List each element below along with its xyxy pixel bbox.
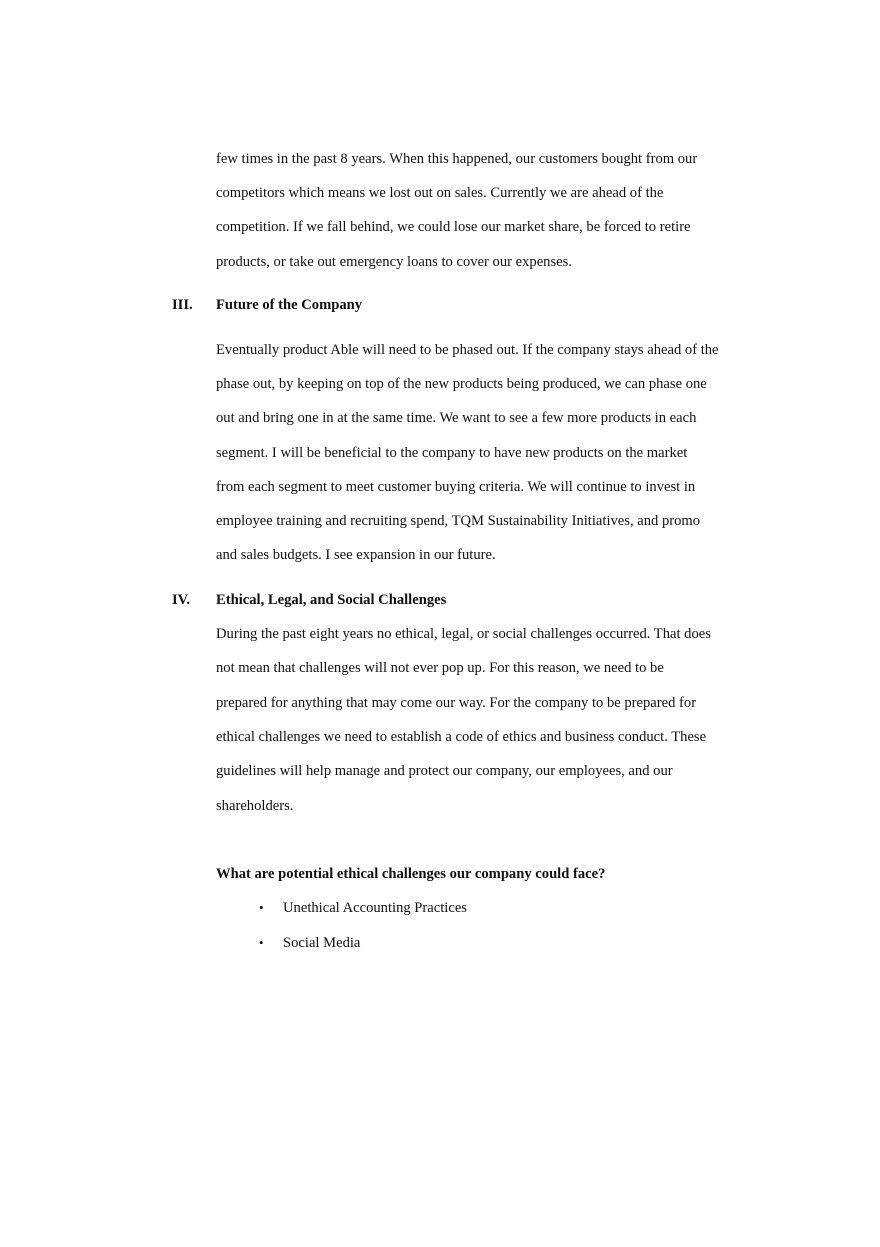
paragraph-line: from each segment to meet customer buying criteria. We will continue to invest in: [216, 479, 696, 495]
paragraph-line: few times in the past 8 years. When this happened, our customers bought from our: [216, 151, 698, 167]
list-item: [259, 934, 360, 952]
question-heading: What are potential ethical challenges our company could face?: [216, 866, 606, 882]
paragraph-line: phase out, by keeping on top of the new products being produced, we can phase one: [216, 376, 707, 392]
paragraph-line: employee training and recruiting spend, TQM Sustainability Initiatives, and promo: [216, 513, 701, 529]
paragraph-line: products, or take out emergency loans to cover our expenses.: [216, 254, 572, 270]
paragraph-line: out and bring one in at the same time. We want to see a few more products in each: [216, 410, 697, 426]
paragraph-line: prepared for anything that may come our way. For the company to be prepared for: [216, 695, 697, 711]
section-title: Ethical, Legal, and Social Challenges: [216, 592, 447, 608]
paragraph-line: competition. If we fall behind, we could lose our market share, be forced to retire: [216, 219, 691, 235]
paragraph-line: Eventually product Able will need to be phased out. If the company stays ahead of the: [216, 342, 719, 358]
paragraph-line: and sales budgets. I see expansion in our future.: [216, 547, 496, 563]
paragraph-line: During the past eight years no ethical, legal, or social challenges occurred. That does: [216, 626, 711, 642]
paragraph-line: competitors which means we lost out on sales. Currently we are ahead of the: [216, 185, 664, 201]
paragraph-line: shareholders.: [216, 798, 294, 814]
section-title: Future of the Company: [216, 297, 363, 313]
bullet-icon: •: [259, 900, 264, 915]
section-number: IV.: [172, 592, 190, 608]
list-item-text: Unethical Accounting Practices: [283, 900, 467, 916]
paragraph-line: guidelines will help manage and protect our company, our employees, and our: [216, 763, 673, 779]
list-item-text: Social Media: [283, 935, 361, 951]
list-item: [259, 899, 467, 917]
paragraph-line: ethical challenges we need to establish a code of ethics and business conduct. These: [216, 729, 707, 745]
paragraph-line: segment. I will be beneficial to the company to have new products on the market: [216, 445, 688, 461]
bullet-icon: •: [259, 935, 264, 950]
paragraph-line: not mean that challenges will not ever pop up. For this reason, we need to be: [216, 660, 664, 676]
section-number: III.: [172, 297, 193, 313]
